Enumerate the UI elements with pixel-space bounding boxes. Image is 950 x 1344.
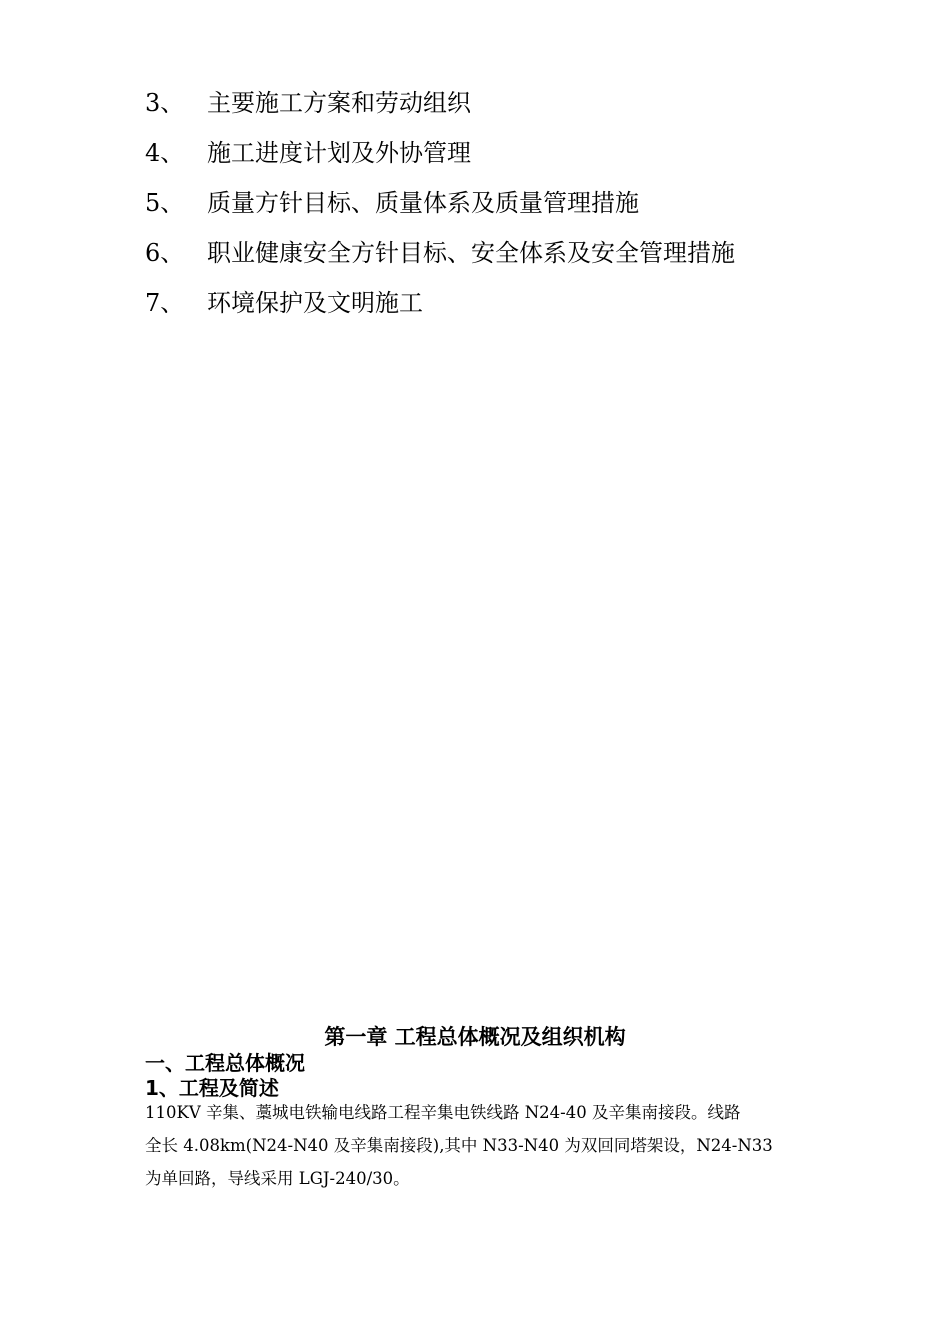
toc-item-6[interactable]: [145, 234, 735, 284]
toc-item-number: 4、: [145, 139, 185, 167]
toc-item-number: 7、: [145, 289, 185, 317]
toc-item-number: 5、: [145, 189, 185, 217]
paragraph-line: 为单回路，导线采用 LGJ-240/30。: [145, 1169, 410, 1188]
toc-item-number: 3、: [145, 89, 185, 117]
paragraph-line: 110KV 辛集、藁城电铁输电线路工程辛集电铁线路 N24-40 及辛集南接段。线路: [145, 1103, 741, 1122]
section-heading: 一、工程总体概况: [145, 1051, 305, 1075]
toc-item-7[interactable]: [145, 284, 735, 334]
toc-item-title: 施工进度计划及外协管理: [207, 139, 471, 167]
body-paragraph: [145, 1096, 815, 1195]
table-of-contents: [145, 84, 735, 334]
paragraph-line: 全长 4.08km(N24-N40 及辛集南接段),其中 N33-N40 为双回同塔架设，N24-N33: [145, 1136, 773, 1155]
toc-item-title: 环境保护及文明施工: [207, 289, 423, 317]
subsection-heading: 1、工程及简述: [145, 1076, 279, 1100]
toc-item-title: 质量方针目标、质量体系及质量管理措施: [207, 189, 639, 217]
toc-item-number: 6、: [145, 239, 185, 267]
toc-item-4[interactable]: [145, 134, 735, 184]
chapter-title: 第一章 工程总体概况及组织机构: [324, 1025, 626, 1049]
toc-item-title: 职业健康安全方针目标、安全体系及安全管理措施: [207, 239, 735, 267]
toc-item-3[interactable]: [145, 84, 735, 134]
toc-item-title: 主要施工方案和劳动组织: [207, 89, 471, 117]
toc-item-5[interactable]: [145, 184, 735, 234]
